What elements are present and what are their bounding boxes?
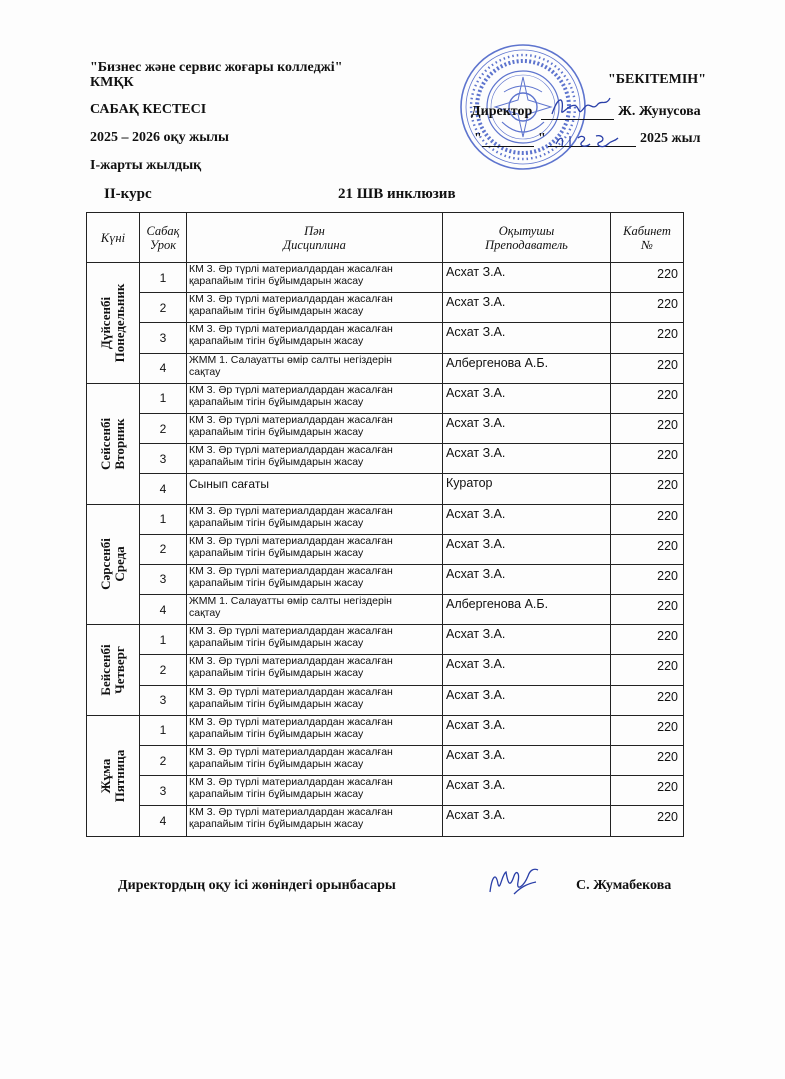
room-cell: 220 — [611, 776, 684, 806]
day-cell-monday: Дүйсенбі Понедельник — [87, 263, 140, 384]
room-cell: 220 — [611, 383, 684, 413]
table-row — [87, 263, 684, 293]
header-day: Күні — [87, 213, 140, 263]
room-cell: 220 — [611, 595, 684, 625]
table-row — [87, 746, 684, 776]
room-cell: 220 — [611, 293, 684, 323]
teacher-cell: Асхат З.А. — [443, 776, 611, 806]
header-subject: Пән Дисциплина — [187, 213, 443, 263]
teacher-cell: Асхат З.А. — [443, 383, 611, 413]
lesson-number: 4 — [140, 474, 187, 504]
subject-cell: КМ 3. Әр түрлі материалдардан жасалған қарапайым тігін бұйымдарын жасау — [187, 534, 443, 564]
header-room: Кабинет № — [611, 213, 684, 263]
room-cell: 220 — [611, 534, 684, 564]
lesson-number: 4 — [140, 806, 187, 836]
subject-cell: КМ 3. Әр түрлі материалдардан жасалған қарапайым тігін бұйымдарын жасау — [187, 625, 443, 655]
date-open-quote: " — [474, 131, 482, 146]
room-cell: 220 — [611, 474, 684, 504]
teacher-cell: Асхат З.А. — [443, 685, 611, 715]
org-type: КМҚК — [90, 75, 134, 90]
approval-title: "БЕКІТЕМІН" — [608, 72, 706, 87]
room-cell: 220 — [611, 564, 684, 594]
teacher-cell: Асхат З.А. — [443, 413, 611, 443]
subject-cell: КМ 3. Әр түрлі материалдардан жасалған қарапайым тігін бұйымдарын жасау — [187, 564, 443, 594]
subject-cell: КМ 3. Әр түрлі материалдардан жасалған қарапайым тігін бұйымдарын жасау — [187, 776, 443, 806]
doc-title: САБАҚ КЕСТЕСІ — [90, 102, 207, 117]
lesson-number: 3 — [140, 685, 187, 715]
day-blank — [482, 146, 534, 147]
subject-cell: КМ 3. Әр түрлі материалдардан жасалған қарапайым тігін бұйымдарын жасау — [187, 383, 443, 413]
deputy-position: Директордың оқу ісі жөніндегі орынбасары — [118, 878, 396, 893]
teacher-cell: Куратор — [443, 474, 611, 504]
subject-cell: КМ 3. Әр түрлі материалдардан жасалған қарапайым тігін бұйымдарын жасау — [187, 413, 443, 443]
teacher-cell: Албергенова А.Б. — [443, 353, 611, 383]
lesson-number: 4 — [140, 353, 187, 383]
day-cell-thursday: Бейсенбі Четверг — [87, 625, 140, 716]
header-teacher: Оқытушы Преподаватель — [443, 213, 611, 263]
director-label: Директор — [471, 104, 533, 119]
lesson-number: 1 — [140, 625, 187, 655]
subject-cell: КМ 3. Әр түрлі материалдардан жасалған қарапайым тігін бұйымдарын жасау — [187, 444, 443, 474]
room-cell: 220 — [611, 323, 684, 353]
room-cell: 220 — [611, 263, 684, 293]
table-row — [87, 474, 684, 504]
deputy-signature — [484, 864, 542, 900]
subject-cell: КМ 3. Әр түрлі материалдардан жасалған қарапайым тігін бұйымдарын жасау — [187, 806, 443, 836]
academic-year: 2025 – 2026 оқу жылы — [90, 130, 229, 145]
table-row — [87, 383, 684, 413]
lesson-number: 1 — [140, 504, 187, 534]
table-row — [87, 504, 684, 534]
group-label: 21 ШВ инклюзив — [338, 186, 456, 202]
lesson-number: 3 — [140, 323, 187, 353]
teacher-cell: Асхат З.А. — [443, 625, 611, 655]
table-row — [87, 625, 684, 655]
date-close-quote: " — [538, 131, 546, 146]
lesson-number: 3 — [140, 776, 187, 806]
table-row — [87, 353, 684, 383]
room-cell: 220 — [611, 413, 684, 443]
teacher-cell: Асхат З.А. — [443, 715, 611, 745]
lesson-number: 1 — [140, 383, 187, 413]
table-row — [87, 715, 684, 745]
room-cell: 220 — [611, 625, 684, 655]
teacher-cell: Албергенова А.Б. — [443, 595, 611, 625]
room-cell: 220 — [611, 353, 684, 383]
subject-cell: КМ 3. Әр түрлі материалдардан жасалған қарапайым тігін бұйымдарын жасау — [187, 685, 443, 715]
approval-year: 2025 жыл — [640, 131, 701, 146]
room-cell: 220 — [611, 806, 684, 836]
subject-cell: КМ 3. Әр түрлі материалдардан жасалған қарапайым тігін бұйымдарын жасау — [187, 504, 443, 534]
teacher-cell: Асхат З.А. — [443, 444, 611, 474]
teacher-cell: Асхат З.А. — [443, 293, 611, 323]
room-cell: 220 — [611, 715, 684, 745]
room-cell: 220 — [611, 685, 684, 715]
subject-cell: КМ 3. Әр түрлі материалдардан жасалған қарапайым тігін бұйымдарын жасау — [187, 746, 443, 776]
subject-cell: Сынып сағаты — [187, 474, 443, 504]
lesson-number: 1 — [140, 263, 187, 293]
lesson-number: 2 — [140, 413, 187, 443]
day-cell-tuesday: Сейсенбі Вторник — [87, 383, 140, 504]
table-row — [87, 806, 684, 836]
director-signature — [548, 92, 614, 124]
lesson-number: 3 — [140, 564, 187, 594]
handwritten-date — [552, 130, 622, 152]
subject-cell: ЖММ 1. Салауатты өмір салты негіздерін сақтау — [187, 595, 443, 625]
lesson-number: 2 — [140, 655, 187, 685]
lesson-number: 1 — [140, 715, 187, 745]
lesson-number: 2 — [140, 293, 187, 323]
deputy-name: С. Жумабекова — [576, 878, 672, 893]
semester: I-жарты жылдық — [90, 158, 202, 173]
table-row — [87, 293, 684, 323]
table-row — [87, 444, 684, 474]
teacher-cell: Асхат З.А. — [443, 746, 611, 776]
room-cell: 220 — [611, 655, 684, 685]
lesson-number: 2 — [140, 746, 187, 776]
room-cell: 220 — [611, 504, 684, 534]
table-row — [87, 595, 684, 625]
subject-cell: КМ 3. Әр түрлі материалдардан жасалған қарапайым тігін бұйымдарын жасау — [187, 263, 443, 293]
schedule-table — [86, 212, 684, 837]
teacher-cell: Асхат З.А. — [443, 806, 611, 836]
teacher-cell: Асхат З.А. — [443, 263, 611, 293]
table-row — [87, 685, 684, 715]
room-cell: 220 — [611, 746, 684, 776]
table-row — [87, 323, 684, 353]
lesson-number: 4 — [140, 595, 187, 625]
table-header-row — [87, 213, 684, 263]
table-row — [87, 413, 684, 443]
college-name: "Бизнес және сервис жоғары колледжі" — [90, 60, 343, 75]
director-name: Ж. Жунусова — [618, 104, 701, 119]
day-cell-friday: Жұма Пятница — [87, 715, 140, 836]
table-row — [87, 655, 684, 685]
lesson-number: 2 — [140, 534, 187, 564]
subject-cell: КМ 3. Әр түрлі материалдардан жасалған қарапайым тігін бұйымдарын жасау — [187, 655, 443, 685]
table-row — [87, 776, 684, 806]
header-lesson: Сабақ Урок — [140, 213, 187, 263]
day-cell-wednesday: Сәрсенбі Среда — [87, 504, 140, 625]
table-row — [87, 564, 684, 594]
room-cell: 220 — [611, 444, 684, 474]
teacher-cell: Асхат З.А. — [443, 534, 611, 564]
table-row — [87, 534, 684, 564]
teacher-cell: Асхат З.А. — [443, 564, 611, 594]
teacher-cell: Асхат З.А. — [443, 323, 611, 353]
teacher-cell: Асхат З.А. — [443, 504, 611, 534]
subject-cell: КМ 3. Әр түрлі материалдардан жасалған қарапайым тігін бұйымдарын жасау — [187, 293, 443, 323]
course-label: II-курс — [104, 186, 152, 202]
subject-cell: ЖММ 1. Салауатты өмір салты негіздерін сақтау — [187, 353, 443, 383]
subject-cell: КМ 3. Әр түрлі материалдардан жасалған қарапайым тігін бұйымдарын жасау — [187, 323, 443, 353]
lesson-number: 3 — [140, 444, 187, 474]
subject-cell: КМ 3. Әр түрлі материалдардан жасалған қарапайым тігін бұйымдарын жасау — [187, 715, 443, 745]
teacher-cell: Асхат З.А. — [443, 655, 611, 685]
